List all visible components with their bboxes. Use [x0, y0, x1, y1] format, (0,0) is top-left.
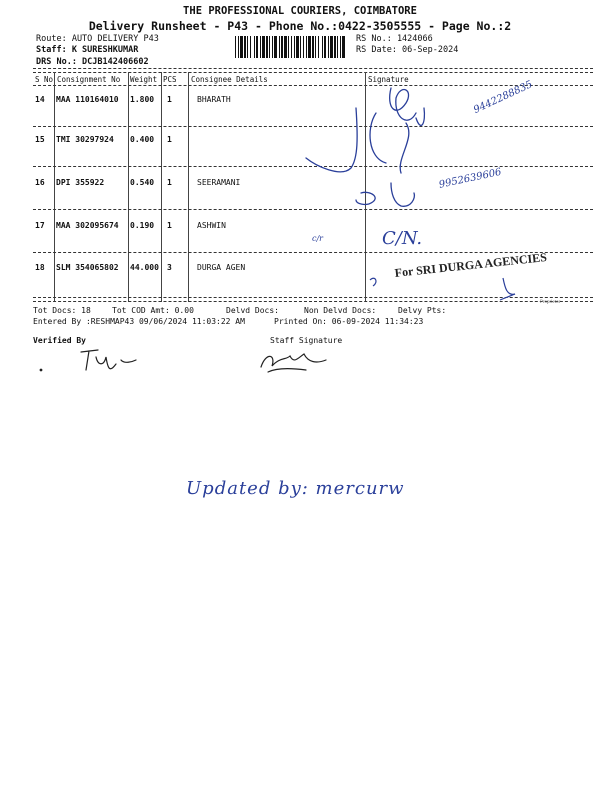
verified-by-label: Verified By	[33, 336, 86, 345]
row-weight: 0.540	[130, 178, 155, 187]
drs-number: DRS No.: DCJB142406602	[36, 57, 149, 67]
barcode-bar	[260, 36, 261, 58]
barcode-bar	[342, 36, 345, 58]
barcode-bar	[269, 36, 270, 58]
agency-stamp: For SRI DURGA AGENCIES	[394, 250, 548, 280]
barcode-bar	[308, 36, 311, 58]
updated-by-note: Updated by: mercurw	[186, 478, 405, 499]
col-divider	[128, 72, 129, 302]
row-weight: 44.000	[130, 263, 159, 272]
row-weight: 1.800	[130, 95, 155, 104]
barcode-bar	[315, 36, 316, 58]
barcode-bar	[306, 36, 307, 58]
barcode-bar	[312, 36, 314, 58]
row-consignee: SEERAMANI	[197, 178, 241, 187]
stamp-signature	[365, 270, 525, 310]
barcode-bar	[279, 36, 280, 58]
total-docs: Tot Docs: 18	[33, 306, 91, 315]
row-pcs: 1	[167, 221, 172, 230]
row-consignment: MAA 110164010	[56, 95, 119, 104]
col-divider	[161, 72, 162, 302]
barcode-bar	[318, 36, 319, 58]
row-sno: 15	[35, 135, 45, 144]
col-weight: Weight	[130, 75, 158, 84]
barcode-bar	[238, 36, 239, 58]
handwritten-phone: 9442288835	[472, 79, 535, 116]
barcode-bar	[247, 36, 248, 58]
barcode-bar	[340, 36, 341, 58]
barcode-bar	[262, 36, 265, 58]
staff-label: Staff: K SURESHKUMAR	[36, 45, 139, 55]
barcode-bar	[324, 36, 326, 58]
row-weight: 0.190	[130, 221, 155, 230]
barcode-bar	[266, 36, 268, 58]
row-sno: 14	[35, 95, 45, 104]
barcode-bar	[334, 36, 336, 58]
barcode-bar	[288, 36, 289, 58]
handwritten-phone: 9952639606	[438, 166, 503, 191]
barcode-bar	[240, 36, 243, 58]
col-pcs: PCS	[163, 75, 177, 84]
barcode-bar	[300, 36, 301, 58]
footer-signatures	[36, 342, 376, 382]
row-pcs: 3	[167, 263, 172, 272]
row-consignment: SLM 354065802	[56, 263, 119, 272]
barcode-bar	[303, 36, 304, 58]
row-pcs: 1	[167, 178, 172, 187]
row-weight: 0.400	[130, 135, 155, 144]
rs-number: RS No.: 1424066	[356, 34, 433, 44]
col-divider	[188, 72, 189, 302]
col-consignment: Consignment No	[57, 75, 121, 84]
barcode-bar	[274, 36, 277, 58]
row-pcs: 1	[167, 95, 172, 104]
printed-on: Printed On: 06-09-2024 11:34:23	[274, 317, 424, 326]
row-pcs: 1	[167, 135, 172, 144]
delivered-docs: Delvd Docs:	[226, 306, 279, 315]
barcode	[235, 36, 347, 58]
row-sno: 17	[35, 221, 45, 230]
row-consignee: BHARATH	[197, 95, 231, 104]
runsheet-title: Delivery Runsheet - P43 - Phone No.:0422-3505555 - Page No.:2	[88, 19, 512, 33]
barcode-bar	[254, 36, 255, 58]
barcode-bar	[330, 36, 333, 58]
row-sno: 16	[35, 178, 45, 187]
barcode-bar	[244, 36, 246, 58]
row-consignment: DPI 355922	[56, 178, 105, 187]
barcode-bar	[235, 36, 236, 58]
barcode-bar	[291, 36, 292, 58]
barcode-bar	[256, 36, 258, 58]
barcode-bar	[328, 36, 329, 58]
table-top-rule-2	[33, 72, 593, 73]
barcode-bar	[281, 36, 283, 58]
col-consignee: Consignee Details	[191, 75, 268, 84]
barcode-bar	[337, 36, 338, 58]
staff-signature-label: Staff Signature	[270, 336, 343, 345]
col-signature: Signature	[368, 75, 409, 84]
barcode-bar	[272, 36, 273, 58]
table-top-rule	[33, 68, 593, 69]
barcode-bar	[296, 36, 299, 58]
barcode-bar	[294, 36, 295, 58]
route-label: Route: AUTO DELIVERY P43	[36, 34, 159, 44]
delivery-points: Delvy Pts:	[398, 306, 447, 315]
handwritten-cn: C/N.	[382, 228, 423, 249]
row-sno: 18	[35, 263, 45, 272]
row-consignment: MAA 302095674	[56, 221, 119, 230]
row-consignee: ASHWIN	[197, 221, 226, 230]
col-divider	[54, 72, 55, 302]
barcode-bar	[322, 36, 323, 58]
stamp-proprietor: Proprietor	[540, 300, 561, 305]
col-sno: S No	[35, 75, 54, 84]
row-consignment: TMI 30297924	[56, 135, 114, 144]
barcode-bar	[250, 36, 251, 58]
company-title: THE PROFESSIONAL COURIERS, COIMBATORE	[183, 5, 417, 17]
rs-date: RS Date: 06-Sep-2024	[356, 45, 459, 55]
total-cod: Tot COD Amt: 0.00	[112, 306, 194, 315]
non-delivered-docs: Non Delvd Docs:	[304, 306, 377, 315]
barcode-bar	[284, 36, 287, 58]
entered-by: Entered By :RESHMAP43 09/06/2024 11:03:22 AM	[33, 317, 245, 326]
row-consignee: DURGA AGEN	[197, 263, 246, 272]
handwritten-cr: c/r	[312, 234, 323, 243]
